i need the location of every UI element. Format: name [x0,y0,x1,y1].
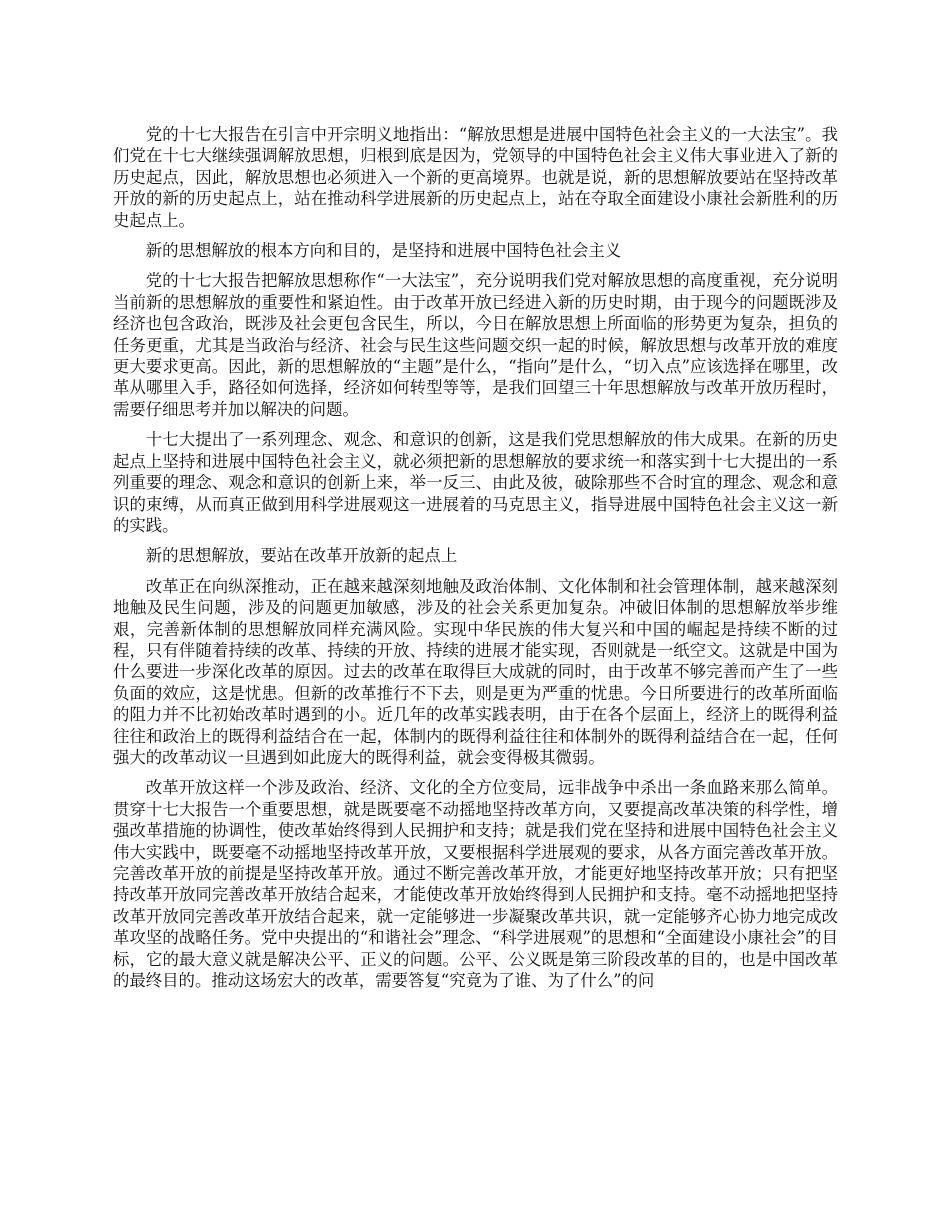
document-body [113,124,838,1000]
section-heading-new-starting-point: 新的思想解放，要站在改革开放新的起点上 [145,546,458,566]
section-heading-direction: 新的思想解放的根本方向和目的，是坚持和进展中国特色社会主义 [145,241,622,261]
paragraph-intro: 党的十七大报告在引言中开宗明义地指出：“解放思想是进展中国特色社会主义的一大法宝”。我们党在十七大继续强调解放思想，归根到底是因为，党领导的中国特色社会主义伟大事业进入了新的历史起点，因此，解放思想也必须进入一个新的更高境界。也就是说，新的思想解放要站在坚持改革开放的新的历史起点上，站在推动科学进展新的历史起点上，站在夺取全面建设小康社会新胜利的历史起点上。 [113,125,838,230]
paragraph-innovation: 十七大提出了一系列理念、观念、和意识的创新，这是我们党思想解放的伟大成果。在新的历史起点上坚持和进展中国特色社会主义，就必须把新的思想解放的要求统一和落实到十七大提出的一系列重要的理念、观念和意识的创新上来，举一反三、由此及彼，破除那些不合时宜的理念、观念和意识的束缚，从而真正做到用科学进展观这一进展着的马克思主义，指导进展中国特色社会主义这一新的实践。 [113,430,838,535]
paragraph-reform-overall: 改革开放这样一个涉及政治、经济、文化的全方位变局，远非战争中杀出一条血路来那么简单。贯穿十七大报告一个重要思想，就是既要毫不动摇地坚持改革方向，又要提高改革决策的科学性，增强改革措施的协调性，使改革始终得到人民拥护和支持；就是我们党在坚持和进展中国特色社会主义伟大实践中，既要毫不动摇地坚持改革开放，又要根据科学进展观的要求，从各方面完善改革开放。完善改革开放的前提是坚持改革开放。通过不断完善改革开放，才能更好地坚持改革开放；只有把坚持改革开放同完善改革开放结合起来，才能使改革开放始终得到人民拥护和支持。毫不动摇地把坚持改革开放同完善改革开放结合起来，就一定能够进一步凝聚改革共识，就一定能够齐心协力地完成改革攻坚的战略任务。党中央提出的“和谐社会”理念、“科学进展观”的思想和“全面建设小康社会”的目标，它的最大意义就是解决公平、正义的问题。公平、公义既是第三阶段改革的目的，也是中国改革的最终目的。推动这场宏大的改革，需要答复“究竟为了谁、为了什么”的问 [113,778,838,991]
paragraph-magic-weapon: 党的十七大报告把解放思想称作“一大法宝”，充分说明我们党对解放思想的高度重视，充分说明当前新的思想解放的重要性和紧迫性。由于改革开放已经进入新的历史时期，由于现今的问题既涉及经济也包含政治，既涉及社会更包含民生，所以，今日在解放思想上所面临的形势更为复杂，担负的任务更重，尤其是当政治与经济、社会与民生这些问题交织一起的时候，解放思想与改革开放的难度更大要求更高。因此，新的思想解放的“主题”是什么，“指向”是什么，“切入点”应该选择在哪里，改革从哪里入手，路径如何选择，经济如何转型等等，是我们回望三十年思想解放与改革开放历程时，需要仔细思考并加以解决的问题。 [113,271,838,419]
paragraph-reform-depth: 改革正在向纵深推动，正在越来越深刻地触及政治体制、文化体制和社会管理体制，越来越深刻地触及民生问题，涉及的问题更加敏感，涉及的社会关系更加复杂。冲破旧体制的思想解放举步维艰，完善新体制的思想解放同样充满风险。实现中华民族的伟大复兴和中国的崛起是持续不断的过程，只有伴随着持续的改革、持续的开放、持续的进展才能实现，否则就是一纸空文。这就是中国为什么要进一步深化改革的原因。过去的改革在取得巨大成就的同时，由于改革不够完善而产生了一些负面的效应，这是忧患。但新的改革推行不下去，则是更为严重的忧患。今日所要进行的改革所面临的阻力并不比初始改革时遇到的小。近几年的改革实践表明，由于在各个层面上，经济上的既得利益往往和政治上的既得利益结合在一起，体制内的既得利益往往和体制外的既得利益结合在一起，任何强大的改革动议一旦遇到如此庞大的既得利益，就会变得极其微弱。 [113,576,838,767]
